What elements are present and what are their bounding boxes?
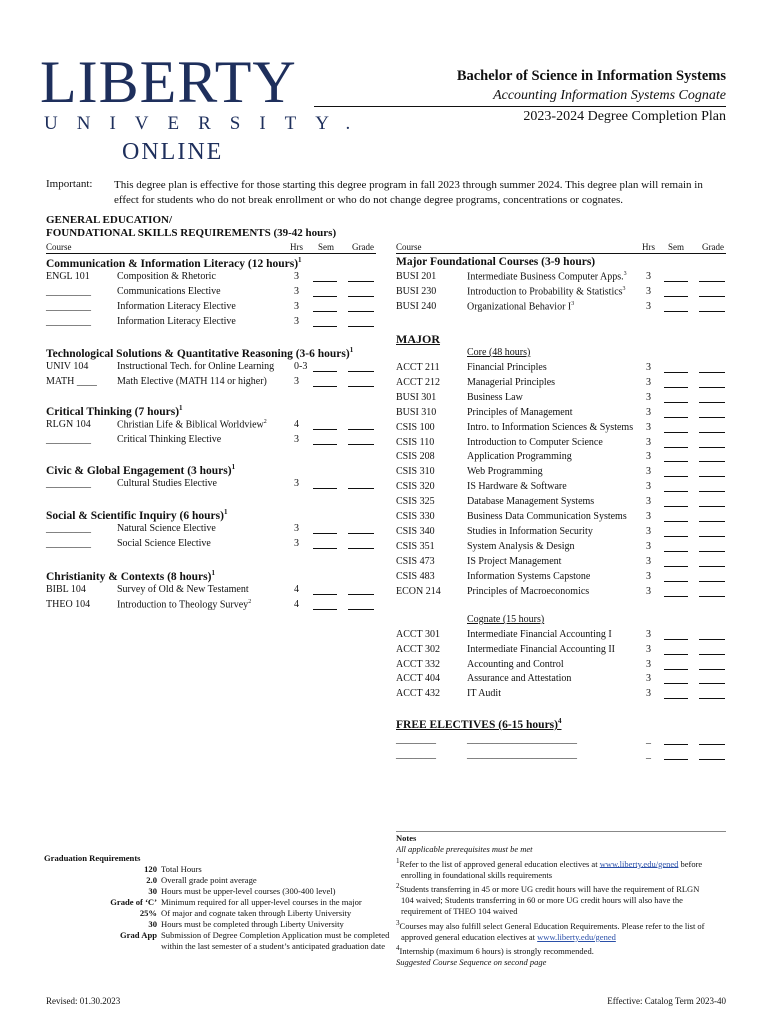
course-name: Organizational Behavior $I^3$ <box>467 301 575 313</box>
semester-field[interactable] <box>664 482 688 492</box>
plan-year: 2023-2024 Degree Completion Plan <box>523 109 726 124</box>
course-code: BUSI 310 <box>396 406 437 418</box>
cognate-title: Cognate (15 hours) <box>467 614 545 625</box>
grad-requirement: 2.0 Overall grade point average <box>146 875 257 885</box>
course-name: Principles of Macroeconomics <box>467 585 590 597</box>
core-course-row <box>396 496 726 511</box>
cognate-course-row <box>396 673 726 688</box>
course-code: CSIS 340 <box>396 525 435 537</box>
semester-field[interactable] <box>664 587 688 597</box>
grade-field[interactable] <box>699 750 725 760</box>
course-code: CSIS 483 <box>396 570 435 582</box>
course-code: CSIS 100 <box>396 421 435 433</box>
course-hours: 3 <box>294 538 299 549</box>
note-2: $^2$Students transferring in 45 or more UG credit hours will have the requirement of RLGN <box>396 882 700 894</box>
course-name: Financial Principles <box>467 362 547 373</box>
course-code: ACCT 302 <box>396 643 440 655</box>
course-name: Studies in Information Security <box>467 525 593 537</box>
gen-ed-group-title: Civic & Global Engagement (3 hours)$^1$ <box>46 463 236 477</box>
cognate-course-row <box>396 629 726 644</box>
course-name: Application Programming <box>467 451 572 463</box>
course-name: Christian Life & Biblical Worldview$^2$ <box>117 419 267 431</box>
course-code: CSIS 330 <box>396 511 435 522</box>
gen-ed-course-row <box>46 271 376 286</box>
grade-field[interactable] <box>699 378 725 388</box>
header-rule <box>314 106 726 107</box>
grade-field[interactable] <box>699 689 725 699</box>
core-course-row <box>396 526 726 541</box>
grade-field[interactable] <box>699 497 725 507</box>
semester-field[interactable] <box>664 527 688 537</box>
liberty-logo-online: ONLINE <box>122 139 224 165</box>
semester-field[interactable] <box>664 674 688 684</box>
course-hours: 3 <box>646 451 651 463</box>
course-hours: 3 <box>646 525 651 537</box>
grade-field[interactable] <box>699 542 725 552</box>
course-code: ACCT 212 <box>396 376 440 388</box>
col-sem-right: Sem <box>668 242 685 252</box>
grade-field[interactable] <box>348 420 374 430</box>
course-hours: 3 <box>646 391 651 403</box>
col-course: Course <box>46 242 72 252</box>
course-hours: 3 <box>646 271 651 282</box>
course-name: IT Audit <box>467 688 501 700</box>
course-code: _________ <box>46 434 91 445</box>
free-electives-title: FREE ELECTIVES (6-15 hours)$^4$ <box>396 717 562 731</box>
course-hours: 3 <box>646 629 651 640</box>
core-course-row <box>396 377 726 392</box>
semester-field[interactable] <box>313 524 337 534</box>
grade-field[interactable] <box>699 735 725 745</box>
grade-field[interactable] <box>348 435 374 445</box>
grade-field[interactable] <box>699 393 725 403</box>
grade-field[interactable] <box>699 287 725 297</box>
semester-field[interactable] <box>313 479 337 489</box>
semester-field[interactable] <box>664 302 688 312</box>
course-hours: 3 <box>646 362 651 373</box>
course-hours: _ <box>646 749 651 760</box>
course-code: RLGN 104 <box>46 419 91 430</box>
foundational-course-row <box>396 301 726 316</box>
grad-requirement: 25% Of major and cognate taken through Liberty University <box>139 908 352 918</box>
course-name: System Analysis & Design <box>467 540 575 552</box>
liberty-logo-university: UNIVERSITY. <box>44 113 370 134</box>
note-prereq: All applicable prerequisites must be met <box>396 844 533 855</box>
course-hours: 3 <box>294 271 299 282</box>
grad-requirement: Grad App Submission of Degree Completion Application must be completed within the last semester of a student’s anticipated graduation date <box>119 930 390 951</box>
semester-field[interactable] <box>664 542 688 552</box>
core-course-row <box>396 392 726 407</box>
course-name: Business Data Communication Systems <box>467 511 627 522</box>
grade-field[interactable] <box>348 539 374 549</box>
note-1: $^1$Refer to the list of approved general education electives at www.liberty.edu/gened before <box>396 856 703 869</box>
course-name: Critical Thinking Elective <box>117 434 222 445</box>
col-sem: Sem <box>318 242 335 252</box>
degree-title: Bachelor of Science in Information Systems <box>456 68 726 84</box>
grade-field[interactable] <box>699 557 725 567</box>
course-hours: 3 <box>294 434 299 445</box>
core-course-row <box>396 556 726 571</box>
course-name: Composition & Rhetoric <box>117 271 216 282</box>
grade-field[interactable] <box>348 377 374 387</box>
course-code: CSIS 325 <box>396 496 435 508</box>
semester-field[interactable] <box>664 572 688 582</box>
course-code: ACCT 332 <box>396 658 440 670</box>
grade-field[interactable] <box>699 527 725 537</box>
course-name: Introduction to Probability & Statistics$^3$ <box>467 286 626 298</box>
course-code: _________ <box>46 478 91 489</box>
course-name: Intro. to Information Sciences & Systems <box>467 421 634 433</box>
semester-field[interactable] <box>313 317 337 327</box>
grade-field[interactable] <box>348 302 374 312</box>
note-2-cont: 104 waived; Students transferring in 60 or more UG credit hours will also have the <box>401 895 683 906</box>
grade-field[interactable] <box>699 438 725 448</box>
semester-field[interactable] <box>664 512 688 522</box>
course-hours: 3 <box>294 316 299 327</box>
course-hours: 3 <box>294 301 299 312</box>
note-4: $^4$Internship (maximum 6 hours) is strongly recommended. <box>396 944 594 956</box>
course-code: _________ <box>46 301 91 312</box>
semester-field[interactable] <box>664 735 688 745</box>
course-hours: 3 <box>646 555 651 567</box>
course-hours: 4 <box>294 419 299 430</box>
semester-field[interactable] <box>313 302 337 312</box>
foundational-course-row <box>396 271 726 286</box>
core-course-row <box>396 422 726 437</box>
gened-link-2[interactable]: www.liberty.edu/gened <box>537 931 616 942</box>
gen-ed-course-row <box>46 584 376 599</box>
course-hours: 3 <box>646 540 651 552</box>
course-hours: 3 <box>294 286 299 297</box>
course-name: Introduction to Computer Science <box>467 436 603 448</box>
col-hrs-right: Hrs <box>642 242 655 252</box>
free-elective-row <box>396 749 726 764</box>
grade-field[interactable] <box>699 630 725 640</box>
gen-ed-group-title: Social & Scientific Inquiry (6 hours)$^1$ <box>46 508 228 522</box>
gen-ed-group-title: Christianity & Contexts (8 hours)$^1$ <box>46 569 215 583</box>
semester-field[interactable] <box>313 585 337 595</box>
course-name: Introduction to Theology Survey$^2$ <box>117 599 252 611</box>
semester-field[interactable] <box>313 539 337 549</box>
semester-field[interactable] <box>664 393 688 403</box>
semester-field[interactable] <box>664 557 688 567</box>
grade-field[interactable] <box>348 272 374 282</box>
gen-ed-course-row <box>46 316 376 331</box>
core-course-row <box>396 586 726 601</box>
course-code: BUSI 240 <box>396 301 437 312</box>
right-col-rule <box>396 253 726 254</box>
course-name: Communications Elective <box>117 286 221 297</box>
semester-field[interactable] <box>664 423 688 433</box>
semester-field[interactable] <box>313 377 337 387</box>
course-hours: 4 <box>294 599 299 610</box>
course-hours: 3 <box>646 673 651 685</box>
course-name: Instructional Tech. for Online Learning <box>117 361 275 372</box>
core-course-row <box>396 511 726 526</box>
grade-field[interactable] <box>699 467 725 477</box>
grade-field[interactable] <box>348 479 374 489</box>
col-grade: Grade <box>352 242 374 252</box>
note-3-cont: approved general education electives at www.liberty.edu/gened <box>401 931 616 942</box>
important-label: Important: <box>46 178 93 190</box>
course-hours: 3 <box>646 481 651 493</box>
gen-ed-course-row <box>46 361 376 376</box>
course-name: ______________________ <box>467 749 577 760</box>
cognate-course-row <box>396 688 726 703</box>
col-course-right: Course <box>396 242 422 252</box>
grad-requirement: Grade of ‘C’ Minimum required for all upper-level courses in the major <box>110 897 362 907</box>
course-name: Intermediate Business Computer Apps.$^3$ <box>467 271 627 283</box>
gen-ed-title-2: FOUNDATIONAL SKILLS REQUIREMENTS (39-42 hours) <box>46 227 337 239</box>
course-name: Database Management Systems <box>467 496 595 508</box>
course-hours: 3 <box>646 511 651 522</box>
semester-field[interactable] <box>313 420 337 430</box>
semester-field[interactable] <box>313 600 337 610</box>
grade-field[interactable] <box>699 645 725 655</box>
semester-field[interactable] <box>664 363 688 373</box>
course-code: ACCT 211 <box>396 362 440 373</box>
semester-field[interactable] <box>664 660 688 670</box>
semester-field[interactable] <box>313 362 337 372</box>
course-hours: 3 <box>646 436 651 448</box>
course-name: Intermediate Financial Accounting I <box>467 629 612 640</box>
semester-field[interactable] <box>664 630 688 640</box>
course-hours: 3 <box>646 688 651 700</box>
grad-title: Graduation Requirements <box>44 853 141 863</box>
semester-field[interactable] <box>313 435 337 445</box>
col-grade-right: Grade <box>702 242 724 252</box>
course-code: BIBL 104 <box>46 584 86 595</box>
grade-field[interactable] <box>699 302 725 312</box>
course-name: Information Literacy Elective <box>117 316 236 327</box>
core-title: Core (48 hours) <box>467 347 531 358</box>
course-name: ______________________ <box>467 734 577 745</box>
course-code: CSIS 351 <box>396 540 435 552</box>
note-3: $^3$Courses may also fulfill select General Education Requirements. Please refer to the list of <box>396 918 705 931</box>
notes-title: Notes <box>396 833 417 843</box>
course-code: ECON 214 <box>396 585 441 597</box>
gen-ed-course-row <box>46 301 376 316</box>
semester-field[interactable] <box>664 467 688 477</box>
course-name: Math Elective (MATH 114 or higher) <box>117 376 267 387</box>
course-code: ________ <box>396 749 436 760</box>
course-name: Assurance and Attestation <box>467 673 572 685</box>
gen-ed-title-1: GENERAL EDUCATION/ <box>46 214 173 226</box>
course-code: CSIS 473 <box>396 555 435 567</box>
note-2-cont2: requirement of THEO 104 waived <box>401 906 518 917</box>
course-code: ACCT 432 <box>396 688 440 700</box>
course-name: Survey of Old & New Testament <box>117 584 249 595</box>
course-hours: 4 <box>294 584 299 595</box>
core-course-row <box>396 571 726 586</box>
course-hours: 3 <box>294 523 299 534</box>
course-hours: 3 <box>646 286 651 297</box>
note-1-cont: enrolling in foundational skills requirements <box>401 869 553 880</box>
notes-box <box>396 833 726 969</box>
course-name: Social Science Elective <box>117 538 211 549</box>
course-name: Information Systems Capstone <box>467 570 591 582</box>
course-code: CSIS 110 <box>396 436 435 448</box>
grade-field[interactable] <box>699 452 725 462</box>
grade-field[interactable] <box>699 674 725 684</box>
semester-field[interactable] <box>313 287 337 297</box>
col-hrs: Hrs <box>290 242 303 252</box>
course-name: Natural Science Elective <box>117 523 216 534</box>
grade-field[interactable] <box>699 363 725 373</box>
grad-requirement: 120 Total Hours <box>144 864 202 874</box>
course-code: _________ <box>46 538 91 549</box>
course-code: CSIS 310 <box>396 466 435 478</box>
graduation-requirements <box>44 853 390 952</box>
course-hours: 0-3 <box>294 361 308 372</box>
course-code: UNIV 104 <box>46 361 89 372</box>
note-sequence: Suggested Course Sequence on second page <box>396 957 547 968</box>
important-text: This degree plan is effective for those starting this degree program in fall 2023 through summer 2024. This degree plan will remain in effect for students who do not break enrollment or who do not change degree programs, concentrations or cognates. <box>114 179 703 206</box>
grad-requirement: 30 Hours must be completed through Liberty University <box>148 919 344 929</box>
grade-field[interactable] <box>348 362 374 372</box>
course-name: Principles of Management <box>467 406 573 418</box>
core-course-row <box>396 481 726 496</box>
semester-field[interactable] <box>664 408 688 418</box>
course-name: Accounting and Control <box>467 658 564 670</box>
course-name: Intermediate Financial Accounting II <box>467 643 616 655</box>
gen-ed-course-row <box>46 538 376 553</box>
semester-field[interactable] <box>664 287 688 297</box>
course-hours: 3 <box>646 406 651 418</box>
grade-field[interactable] <box>348 585 374 595</box>
course-hours: 3 <box>646 585 651 597</box>
core-course-row <box>396 362 726 377</box>
grade-field[interactable] <box>699 423 725 433</box>
grad-requirement: 30 Hours must be upper-level courses (300-400 level) <box>148 886 336 896</box>
course-code: BUSI 301 <box>396 391 437 403</box>
course-code: BUSI 230 <box>396 286 437 297</box>
cognate-course-row <box>396 644 726 659</box>
semester-field[interactable] <box>664 438 688 448</box>
semester-field[interactable] <box>664 452 688 462</box>
grade-field[interactable] <box>699 512 725 522</box>
gened-link[interactable]: www.liberty.edu/gened <box>599 858 679 869</box>
free-elective-row <box>396 734 726 749</box>
gen-ed-course-row <box>46 286 376 301</box>
course-name: IS Project Management <box>467 555 562 567</box>
semester-field[interactable] <box>664 750 688 760</box>
course-code: _________ <box>46 316 91 327</box>
effective-term: Effective: Catalog Term 2023-40 <box>607 996 726 1006</box>
course-hours: _ <box>646 734 651 745</box>
grade-field[interactable] <box>348 287 374 297</box>
course-hours: 3 <box>294 376 299 387</box>
gen-ed-group-title: Technological Solutions & Quantitative Reasoning (3-6 hours)$^1$ <box>46 346 354 360</box>
semester-field[interactable] <box>313 272 337 282</box>
course-code: ________ <box>396 734 436 745</box>
gen-ed-group-title: Critical Thinking (7 hours)$^1$ <box>46 404 183 418</box>
course-name: Web Programming <box>467 466 543 478</box>
gen-ed-course-row <box>46 434 376 449</box>
course-hours: 3 <box>294 478 299 489</box>
course-code: ENGL 101 <box>46 271 90 282</box>
core-course-row <box>396 437 726 452</box>
major-title: MAJOR <box>396 332 440 346</box>
course-code: MATH ____ <box>46 376 97 387</box>
grade-field[interactable] <box>699 482 725 492</box>
course-code: _________ <box>46 523 91 534</box>
semester-field[interactable] <box>664 378 688 388</box>
core-course-row <box>396 466 726 481</box>
left-col-rule <box>46 253 376 254</box>
major-foundational-title: Major Foundational Courses (3-9 hours) <box>396 256 596 268</box>
course-code: CSIS 320 <box>396 481 435 493</box>
semester-field[interactable] <box>664 645 688 655</box>
course-code: ACCT 301 <box>396 629 440 640</box>
gen-ed-course-row <box>46 419 376 434</box>
cognate-course-row <box>396 659 726 674</box>
course-code: THEO 104 <box>46 599 91 610</box>
course-name: IS Hardware & Software <box>467 481 567 493</box>
cognate-subtitle: Accounting Information Systems Cognate <box>493 88 726 103</box>
semester-field[interactable] <box>664 689 688 699</box>
core-course-row <box>396 451 726 466</box>
course-code: ACCT 404 <box>396 673 440 685</box>
grade-field[interactable] <box>699 272 725 282</box>
grade-field[interactable] <box>348 317 374 327</box>
gen-ed-course-row <box>46 478 376 493</box>
course-hours: 3 <box>646 301 651 312</box>
course-name: Managerial Principles <box>467 376 556 388</box>
grade-field[interactable] <box>699 408 725 418</box>
semester-field[interactable] <box>664 272 688 282</box>
course-code: CSIS 208 <box>396 451 435 463</box>
liberty-logo-word: LIBERTY <box>40 49 297 115</box>
core-course-row <box>396 407 726 422</box>
course-name: Information Literacy Elective <box>117 301 236 312</box>
grade-field[interactable] <box>699 572 725 582</box>
gen-ed-course-row <box>46 523 376 538</box>
course-code: _________ <box>46 286 91 297</box>
course-hours: 3 <box>646 658 651 670</box>
grade-field[interactable] <box>348 524 374 534</box>
grade-field[interactable] <box>699 660 725 670</box>
gen-ed-course-row <box>46 376 376 391</box>
course-name: Cultural Studies Elective <box>117 478 217 489</box>
semester-field[interactable] <box>664 497 688 507</box>
course-hours: 3 <box>646 496 651 508</box>
course-name: Business Law <box>467 391 523 403</box>
course-hours: 3 <box>646 421 651 433</box>
course-hours: 3 <box>646 570 651 582</box>
notes-rule <box>396 831 726 832</box>
gen-ed-group-title: Communication & Information Literacy (12 hours)$^1$ <box>46 256 302 270</box>
course-hours: 3 <box>646 376 651 388</box>
grade-field[interactable] <box>699 587 725 597</box>
course-code: BUSI 201 <box>396 271 437 282</box>
course-hours: 3 <box>646 466 651 478</box>
gen-ed-course-row <box>46 599 376 614</box>
foundational-course-row <box>396 286 726 301</box>
core-course-row <box>396 541 726 556</box>
revised-date: Revised: 01.30.2023 <box>46 996 121 1006</box>
course-hours: 3 <box>646 643 651 655</box>
grade-field[interactable] <box>348 600 374 610</box>
